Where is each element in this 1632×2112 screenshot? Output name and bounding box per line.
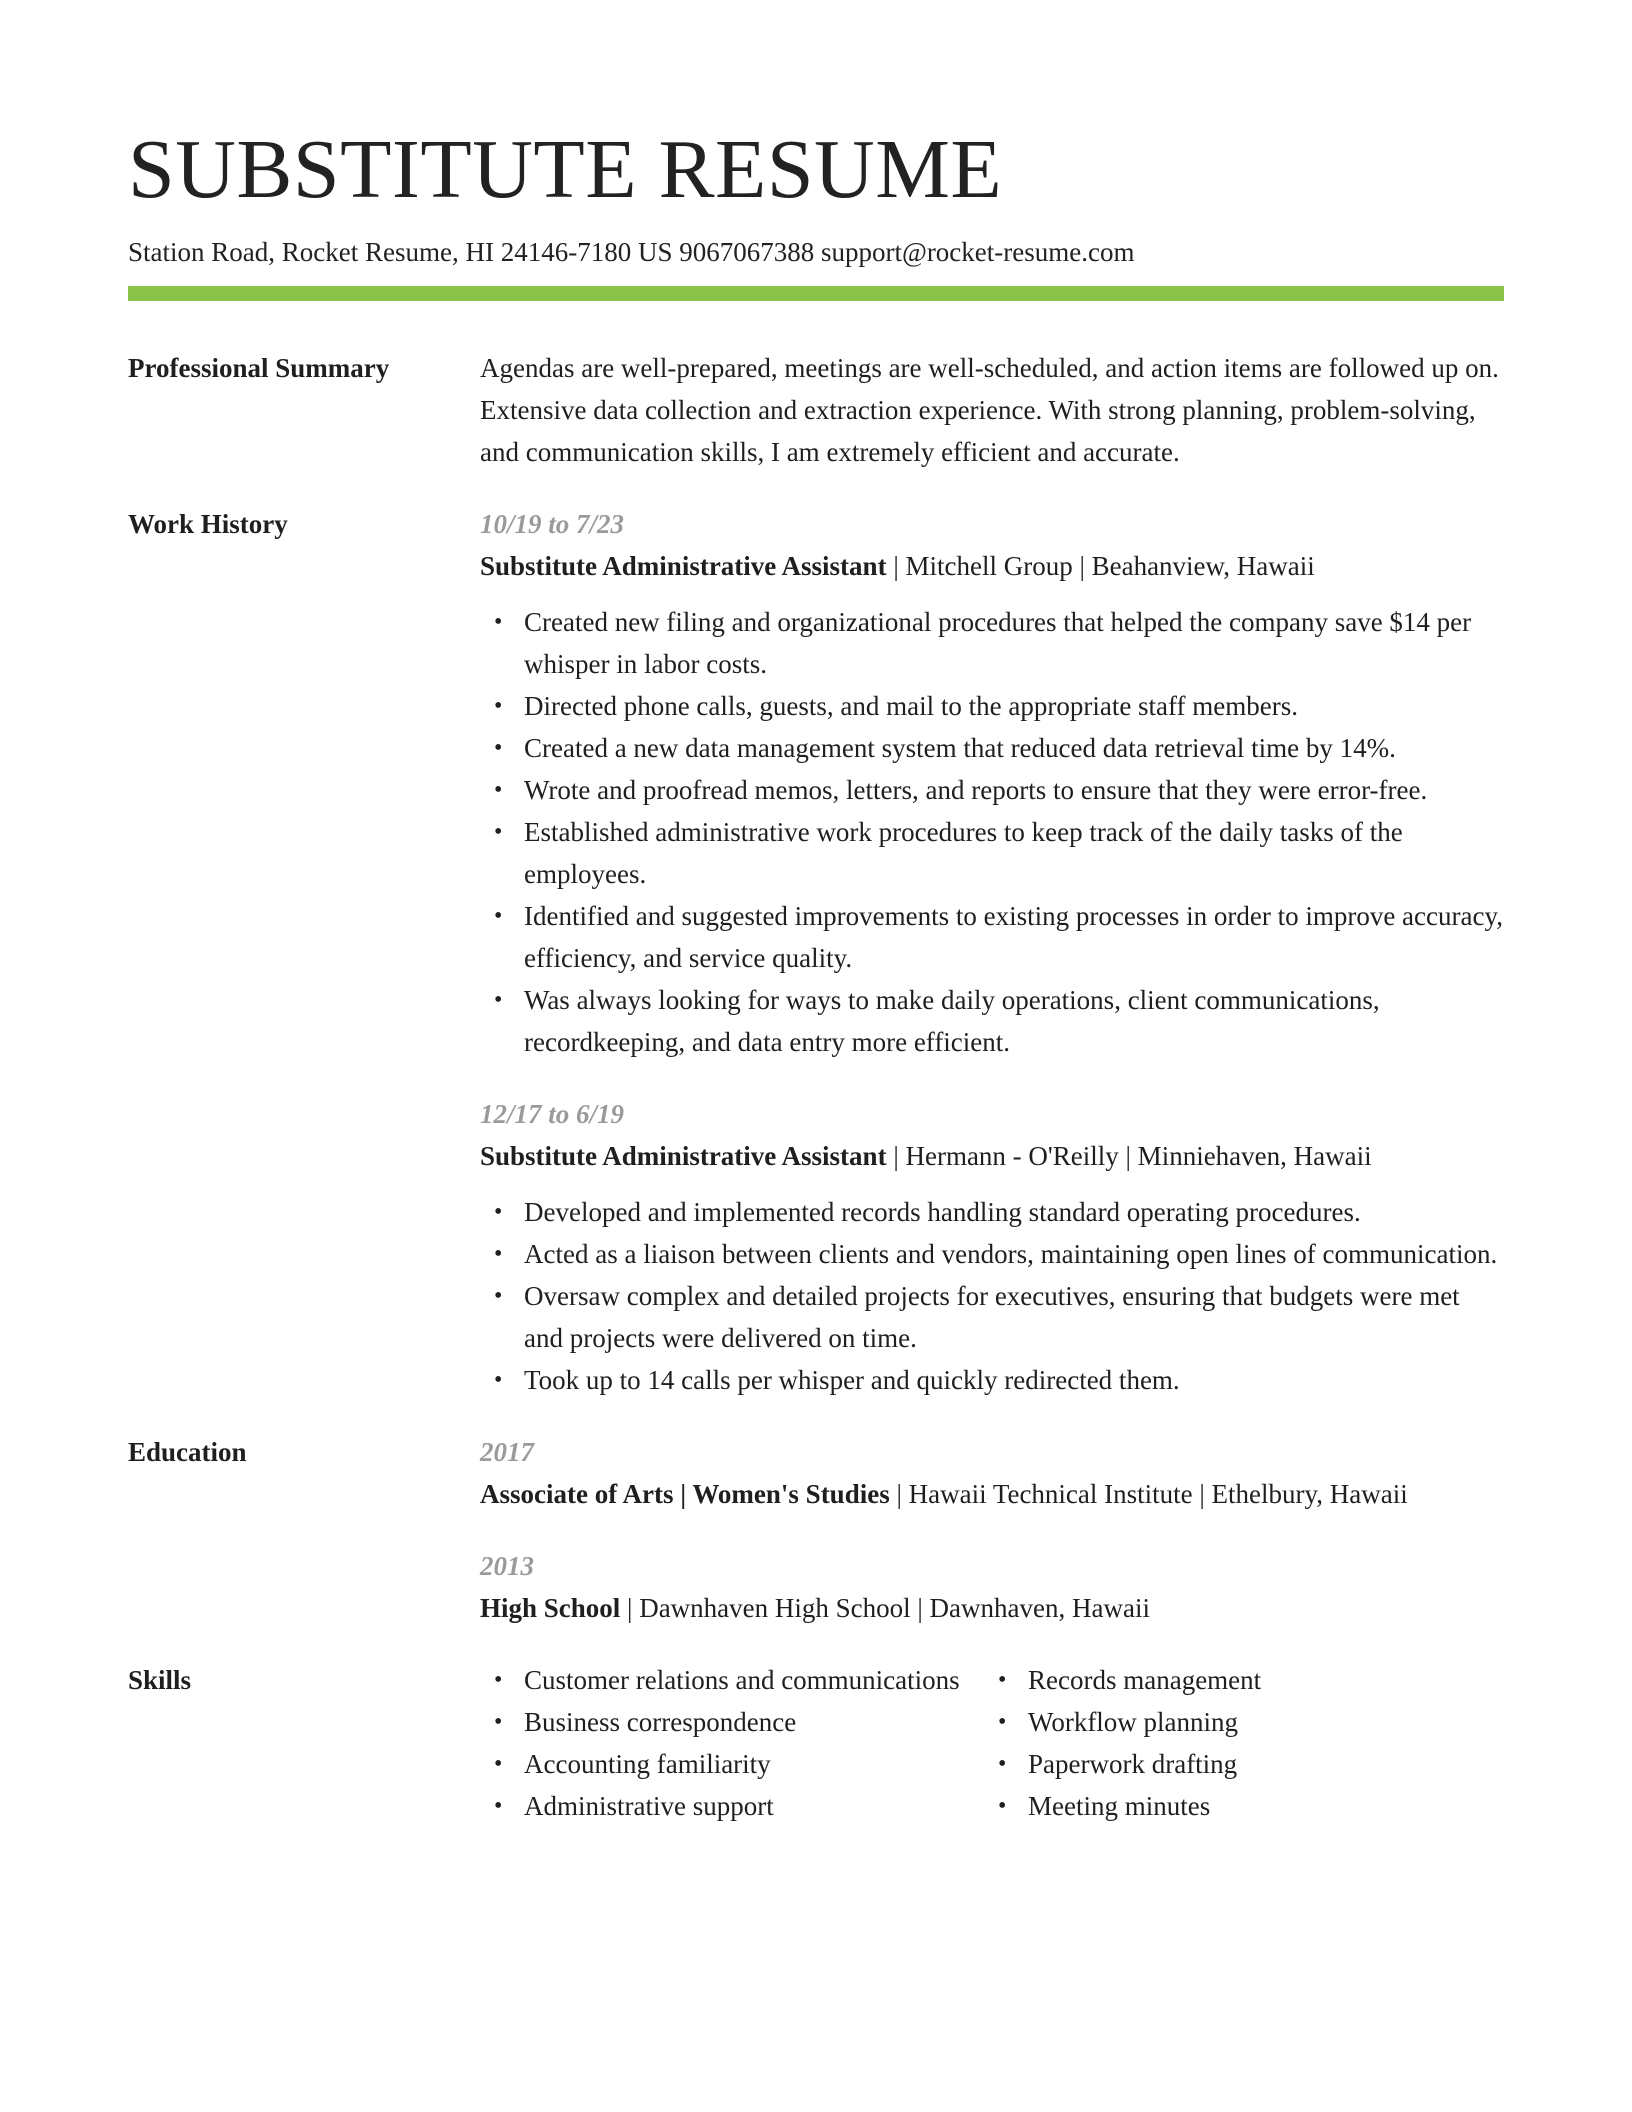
job-details: | Mitchell Group | Beahanview, Hawaii: [886, 551, 1315, 582]
job-title: Substitute Administrative Assistant: [480, 1141, 887, 1172]
section-label-education: Education: [128, 1437, 247, 1468]
job-bullet: • Oversaw complex and detailed projects for executives, ensuring that budgets were met and projects were delivered on time.: [524, 1275, 1504, 1359]
resume-page: [128, 118, 1504, 1827]
skills-body: [480, 1659, 1504, 1827]
skills-section: [128, 1659, 1504, 1827]
work-history-body: [480, 503, 1504, 1401]
section-label-skills: Skills: [128, 1665, 192, 1696]
education-degree: High School: [480, 1593, 621, 1624]
job-bullet: • Created a new data management system that reduced data retrieval time by 14%.: [524, 727, 1504, 769]
summary-text: Agendas are well-prepared, meetings are well-scheduled, and action items are followed up on. Extensive data collection and extraction experience. With strong planning, problem-solving, and communication skills, I am extremely efficient and accurate.: [480, 353, 1499, 468]
job-bullets: [480, 1191, 1504, 1401]
education-details: | Dawnhaven High School | Dawnhaven, Hawaii: [620, 1593, 1150, 1624]
job-bullet: • Took up to 14 calls per whisper and quickly redirected them.: [524, 1359, 1504, 1401]
skill-item: • Meeting minutes: [1028, 1785, 1261, 1827]
job-bullet: • Developed and implemented records handling standard operating procedures.: [524, 1191, 1504, 1233]
section-label-work-history: Work History: [128, 509, 288, 540]
job-details: | Hermann - O'Reilly | Minniehaven, Hawaii: [886, 1141, 1372, 1172]
job-heading: [480, 545, 1504, 587]
job-bullet: • Created new filing and organizational procedures that helped the company save $14 per whisper in labor costs.: [524, 601, 1504, 685]
skill-item: • Customer relations and communications: [524, 1659, 984, 1701]
skills-column-1: [480, 1659, 984, 1827]
job-heading: [480, 1135, 1504, 1177]
job-entry: [480, 1093, 1504, 1401]
education-degree: Associate of Arts | Women's Studies: [480, 1479, 890, 1510]
job-dates: 12/17 to 6/19: [480, 1099, 625, 1130]
job-bullet: • Was always looking for ways to make daily operations, client communications, recordkeeping, and data entry more efficient.: [524, 979, 1504, 1063]
education-year: 2013: [480, 1551, 534, 1582]
accent-divider: [128, 286, 1504, 301]
job-dates: 10/19 to 7/23: [480, 509, 625, 540]
section-label-summary: Professional Summary: [128, 353, 390, 384]
skills-grid: [480, 1659, 1504, 1827]
education-body: [480, 1431, 1504, 1629]
summary-section: [128, 347, 1504, 473]
skill-item: • Administrative support: [524, 1785, 984, 1827]
job-bullet: • Directed phone calls, guests, and mail to the appropriate staff members.: [524, 685, 1504, 727]
contact-line: Station Road, Rocket Resume, HI 24146-7180 US 9067067388 support@rocket-resume.com: [128, 237, 1135, 267]
education-year: 2017: [480, 1437, 534, 1468]
skill-item: • Records management: [1028, 1659, 1261, 1701]
work-history-section: [128, 503, 1504, 1401]
education-entry: [480, 1431, 1504, 1515]
job-bullet: • Established administrative work procedures to keep track of the daily tasks of the employees.: [524, 811, 1504, 895]
skills-column-2: [984, 1659, 1261, 1827]
job-title: Substitute Administrative Assistant: [480, 551, 887, 582]
job-bullet: • Wrote and proofread memos, letters, and reports to ensure that they were error-free.: [524, 769, 1504, 811]
education-section: [128, 1431, 1504, 1629]
skill-item: • Business correspondence: [524, 1701, 984, 1743]
resume-title: SUBSTITUTE RESUME: [128, 123, 1003, 216]
job-entry: [480, 503, 1504, 1063]
skill-item: • Accounting familiarity: [524, 1743, 984, 1785]
skill-item: • Workflow planning: [1028, 1701, 1261, 1743]
job-bullet: • Acted as a liaison between clients and vendors, maintaining open lines of communication.: [524, 1233, 1504, 1275]
education-details: | Hawaii Technical Institute | Ethelbury, Hawaii: [889, 1479, 1408, 1510]
education-heading: [480, 1473, 1504, 1515]
education-entry: [480, 1545, 1504, 1629]
education-heading: [480, 1587, 1504, 1629]
job-bullets: [480, 601, 1504, 1063]
job-bullet: • Identified and suggested improvements to existing processes in order to improve accuracy, efficiency, and service quality.: [524, 895, 1504, 979]
skill-item: • Paperwork drafting: [1028, 1743, 1261, 1785]
